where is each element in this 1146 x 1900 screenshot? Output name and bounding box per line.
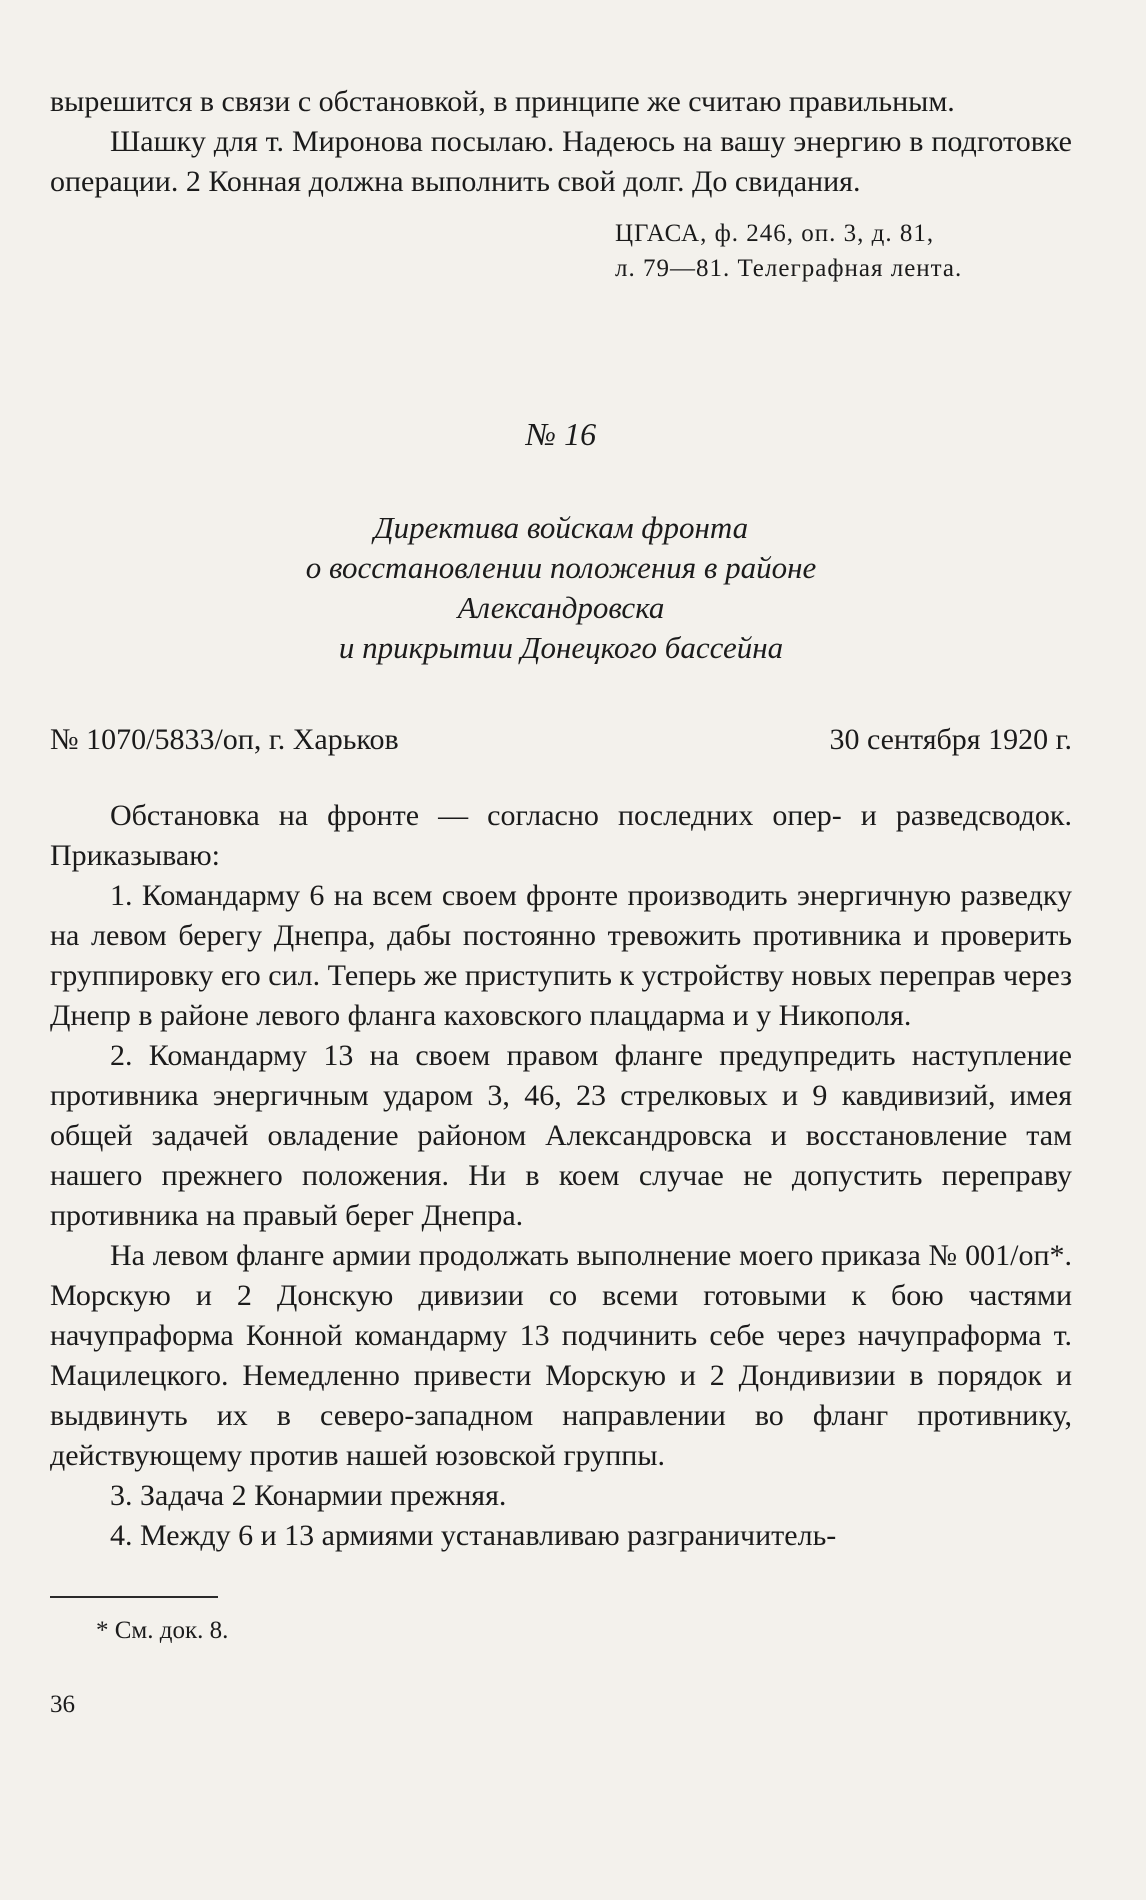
archive-source-line: ЦГАСА, ф. 246, оп. 3, д. 81, [615, 220, 935, 247]
text-paragraph: 3. Задача 2 Конармии прежняя. [110, 1479, 507, 1512]
document-title-line: Директива войскам фронта [373, 510, 749, 545]
footnote: * См. док. 8. [96, 1617, 229, 1644]
document-title-line: о восстановлении положения в районе [305, 550, 817, 585]
document-16 [50, 414, 1072, 1556]
document-date: 30 сентября 1920 г. [829, 723, 1072, 756]
footnote-divider [50, 1596, 218, 1598]
document-title [50, 508, 1072, 668]
archive-source-line: л. 79—81. Телеграфная лента. [615, 255, 963, 282]
document-body [50, 796, 1072, 1556]
document-reference-number: № 1070/5833/оп, г. Харьков [50, 723, 399, 756]
text-paragraph: 4. Между 6 и 13 армиями устанавливаю разграничитель- [110, 1519, 837, 1552]
document-header-line [50, 720, 1072, 760]
book-page [50, 82, 1072, 1722]
text-paragraph: 2. Командарму 13 на своем правом фланге предупредить наступление противника энергичным ударом 3, 46, 23 стрелковых и 9 кавдивизий, имея общей задачей овладение районом Александровска и восстановление там нашего прежнего положения. Ни в коем случае не допустить переправу противника на правый берег Днепра. [50, 1039, 1072, 1232]
text-paragraph: вырешится в связи с обстановкой, в принципе же считаю правильным. [50, 85, 955, 118]
text-paragraph: На левом фланге армии продолжать выполнение моего приказа № 001/оп*. Морскую и 2 Донскую дивизии со всеми готовыми к бою частями начупраформа Конной командарму 13 подчинить себе через начупраформа т. Мацилецкого. Немедленно привести Морскую и 2 Дондивизии в порядок и выдвинуть их в северо-западном направлении во фланг противнику, действующему против нашей юзовской группы. [50, 1239, 1072, 1472]
page-number: 36 [50, 1691, 75, 1718]
text-paragraph: Шашку для т. Миронова посылаю. Надеюсь на вашу энергию в подготовке операции. 2 Конная должна выполнить свой долг. До свидания. [50, 125, 1072, 198]
previous-document-ending [50, 82, 1072, 286]
text-paragraph: Обстановка на фронте — согласно последних опер- и разведсводок. Приказываю: [50, 799, 1072, 872]
text-paragraph: 1. Командарму 6 на всем своем фронте производить энергичную разведку на левом берегу Днепра, дабы постоянно тревожить противника и проверить группировку его сил. Теперь же приступить к устройству новых переправ через Днепр в районе левого фланга каховского плацдарма и у Никополя. [50, 879, 1072, 1032]
document-title-line: Александровска [457, 590, 665, 625]
document-title-line: и прикрытии Донецкого бассейна [338, 630, 784, 665]
document-number: № 16 [525, 416, 597, 452]
archive-source [615, 216, 1072, 286]
